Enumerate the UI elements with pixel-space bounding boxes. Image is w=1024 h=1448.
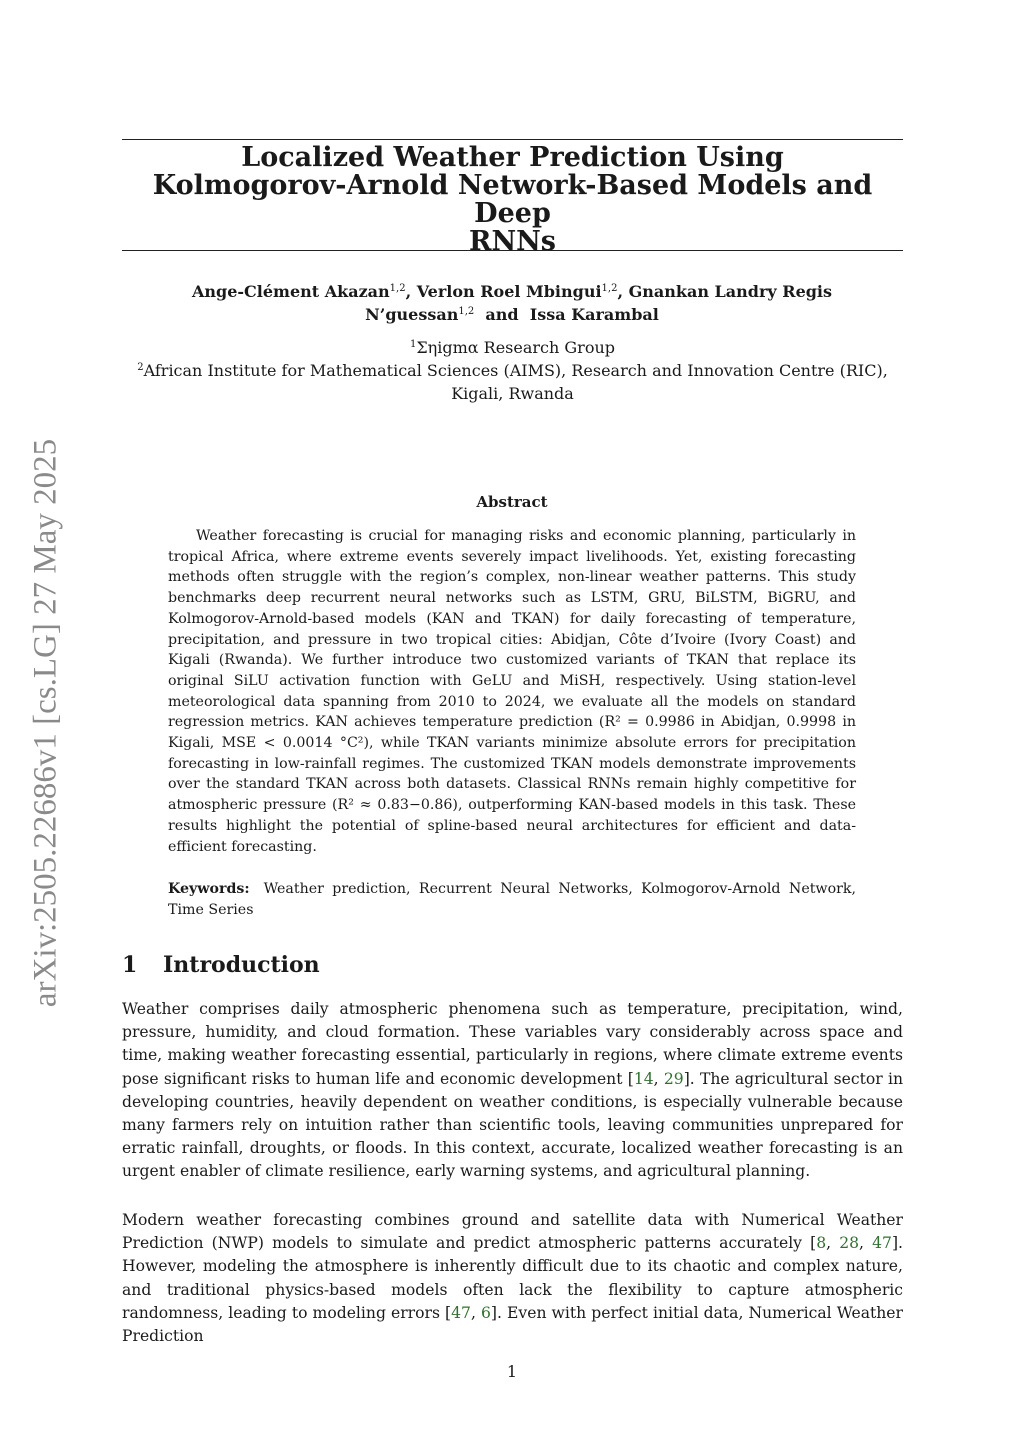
- citation-separator: ,: [859, 1234, 873, 1253]
- citation-link[interactable]: 28: [839, 1234, 860, 1253]
- abstract-heading: Abstract: [476, 493, 548, 511]
- citation-link[interactable]: 14: [633, 1069, 654, 1088]
- author-separator: ,: [617, 282, 629, 301]
- author-affiliation-mark: 1,2: [458, 306, 475, 317]
- affiliations: [122, 336, 903, 405]
- author-separator: ,: [405, 282, 417, 301]
- author-name: Verlon Roel Mbingui: [416, 282, 602, 301]
- affiliation-1: [122, 336, 903, 359]
- affiliation-mark: 1: [409, 339, 417, 350]
- keywords-label: Keywords:: [168, 881, 250, 897]
- citation-link[interactable]: 29: [663, 1069, 684, 1088]
- paragraph-text: ]. However, modeling the atmosphere is inherently difficult due to its chaotic and complex nature, and traditional physics-based models often lack the flexibility to capture atmospheric randomness, leading to modeling errors [: [122, 1234, 903, 1322]
- paragraph-text: Weather comprises daily atmospheric phenomena such as temperature, precipitation, wind, pressure, humidity, and cloud formation. These variables vary considerably across space and time, making weather forecasting essential, particularly in regions, where climate extreme events pose significant risks to human life and economic development [: [122, 1000, 903, 1088]
- arxiv-identifier: arXiv:2505.22686v1 [cs.LG] 27 May 2025: [27, 438, 64, 1008]
- citation-separator: ,: [653, 1069, 664, 1088]
- affiliation-2: [122, 359, 903, 382]
- author-name: Issa Karambal: [529, 305, 659, 324]
- citation-link[interactable]: 47: [872, 1234, 892, 1253]
- title-line-1: Localized Weather Prediction Using: [241, 142, 784, 173]
- keywords-text: Weather prediction, Recurrent Neural Networks, Kolmogorov-Arnold Network, Time Series: [168, 881, 856, 918]
- paragraph-text: ]. The agricultural sector in developing countries, heavily dependent on weather conditions, is especially vulnerable because many farmers rely on intuition rather than scientific tools, leaving communities unprepared for erratic rainfall, droughts, or floods. In this context, accurate, localized weather forecasting is an urgent enabler of climate resilience, early warning systems, and agricultural planning.: [122, 1069, 903, 1181]
- citation-link[interactable]: 6: [481, 1303, 491, 1322]
- citation-link[interactable]: 47: [451, 1303, 471, 1322]
- affiliation-text: African Institute for Mathematical Sciences (AIMS), Research and Innovation Centre (RIC),: [143, 361, 888, 380]
- section-number: 1: [122, 952, 138, 978]
- title-rule-bottom: [122, 250, 903, 251]
- affiliation-mark: 2: [137, 362, 144, 373]
- author-name: Ange-Clément Akazan: [191, 282, 390, 301]
- author-affiliation-mark: 1,2: [601, 283, 618, 294]
- section-heading: [122, 952, 320, 978]
- abstract-text: Weather forecasting is crucial for managing risks and economic planning, particularly in tropical Africa, where extreme events severely impact livelihoods. Yet, existing forecasting methods often struggle with the region’s complex, non-linear weather patterns. This study benchmarks deep recurrent neural networks such as LSTM, GRU, BiLSTM, BiGRU, and Kolmogorov-Arnold-based models (KAN and TKAN) for daily forecasting of temperature, precipitation, and pressure in two tropical cities: Abidjan, Côte d’Ivoire (Ivory Coast) and Kigali (Rwanda). We further introduce two customized variants of TKAN that replace its original SiLU activation function with GeLU and MiSH, respectively. Using station-level meteorological data spanning from 2010 to 2024, we evaluate all the models on standard regression metrics. KAN achieves temperature prediction (R² = 0.9986 in Abidjan, 0.9998 in Kigali, MSE < 0.0014 °C²), while TKAN variants minimize absolute errors for precipitation forecasting in low-rainfall regimes. The customized TKAN models demonstrate improvements over the standard TKAN across both datasets. Classical RNNs remain highly competitive for atmospheric pressure (R² ≈ 0.83−0.86), outperforming KAN-based models in this task. These results highlight the potential of spline-based neural architectures for efficient and data-efficient forecasting.: [168, 528, 856, 855]
- intro-paragraph-2: [122, 1209, 903, 1348]
- citation-separator: ,: [470, 1303, 481, 1322]
- paragraph-text: ]. Even with perfect initial data, Numerical Weather Prediction: [122, 1303, 903, 1346]
- page-number: 1: [506, 1362, 518, 1381]
- author-affiliation-mark: 1,2: [389, 283, 406, 294]
- author-list: [150, 280, 874, 326]
- author-name: Gnankan Landry Regis N’guessan: [365, 282, 833, 324]
- affiliation-text: Σηigmα Research Group: [416, 338, 616, 357]
- affiliation-2-cont: Kigali, Rwanda: [451, 384, 574, 403]
- paragraph-text: Modern weather forecasting combines ground and satellite data with Numerical Weather Prediction (NWP) models to simulate and predict atmospheric patterns accurately [: [122, 1211, 903, 1253]
- citation-link[interactable]: 8: [816, 1234, 827, 1253]
- author-separator: and: [474, 305, 530, 324]
- title-line-3: RNNs: [469, 226, 556, 257]
- section-title: Introduction: [163, 952, 320, 978]
- citation-separator: ,: [826, 1234, 840, 1253]
- title-line-2: Kolmogorov-Arnold Network-Based Models and Deep: [152, 170, 873, 229]
- title-rule-top: [122, 139, 903, 140]
- intro-paragraph-1: [122, 998, 903, 1184]
- keywords: [168, 879, 856, 920]
- paper-title: [122, 144, 903, 256]
